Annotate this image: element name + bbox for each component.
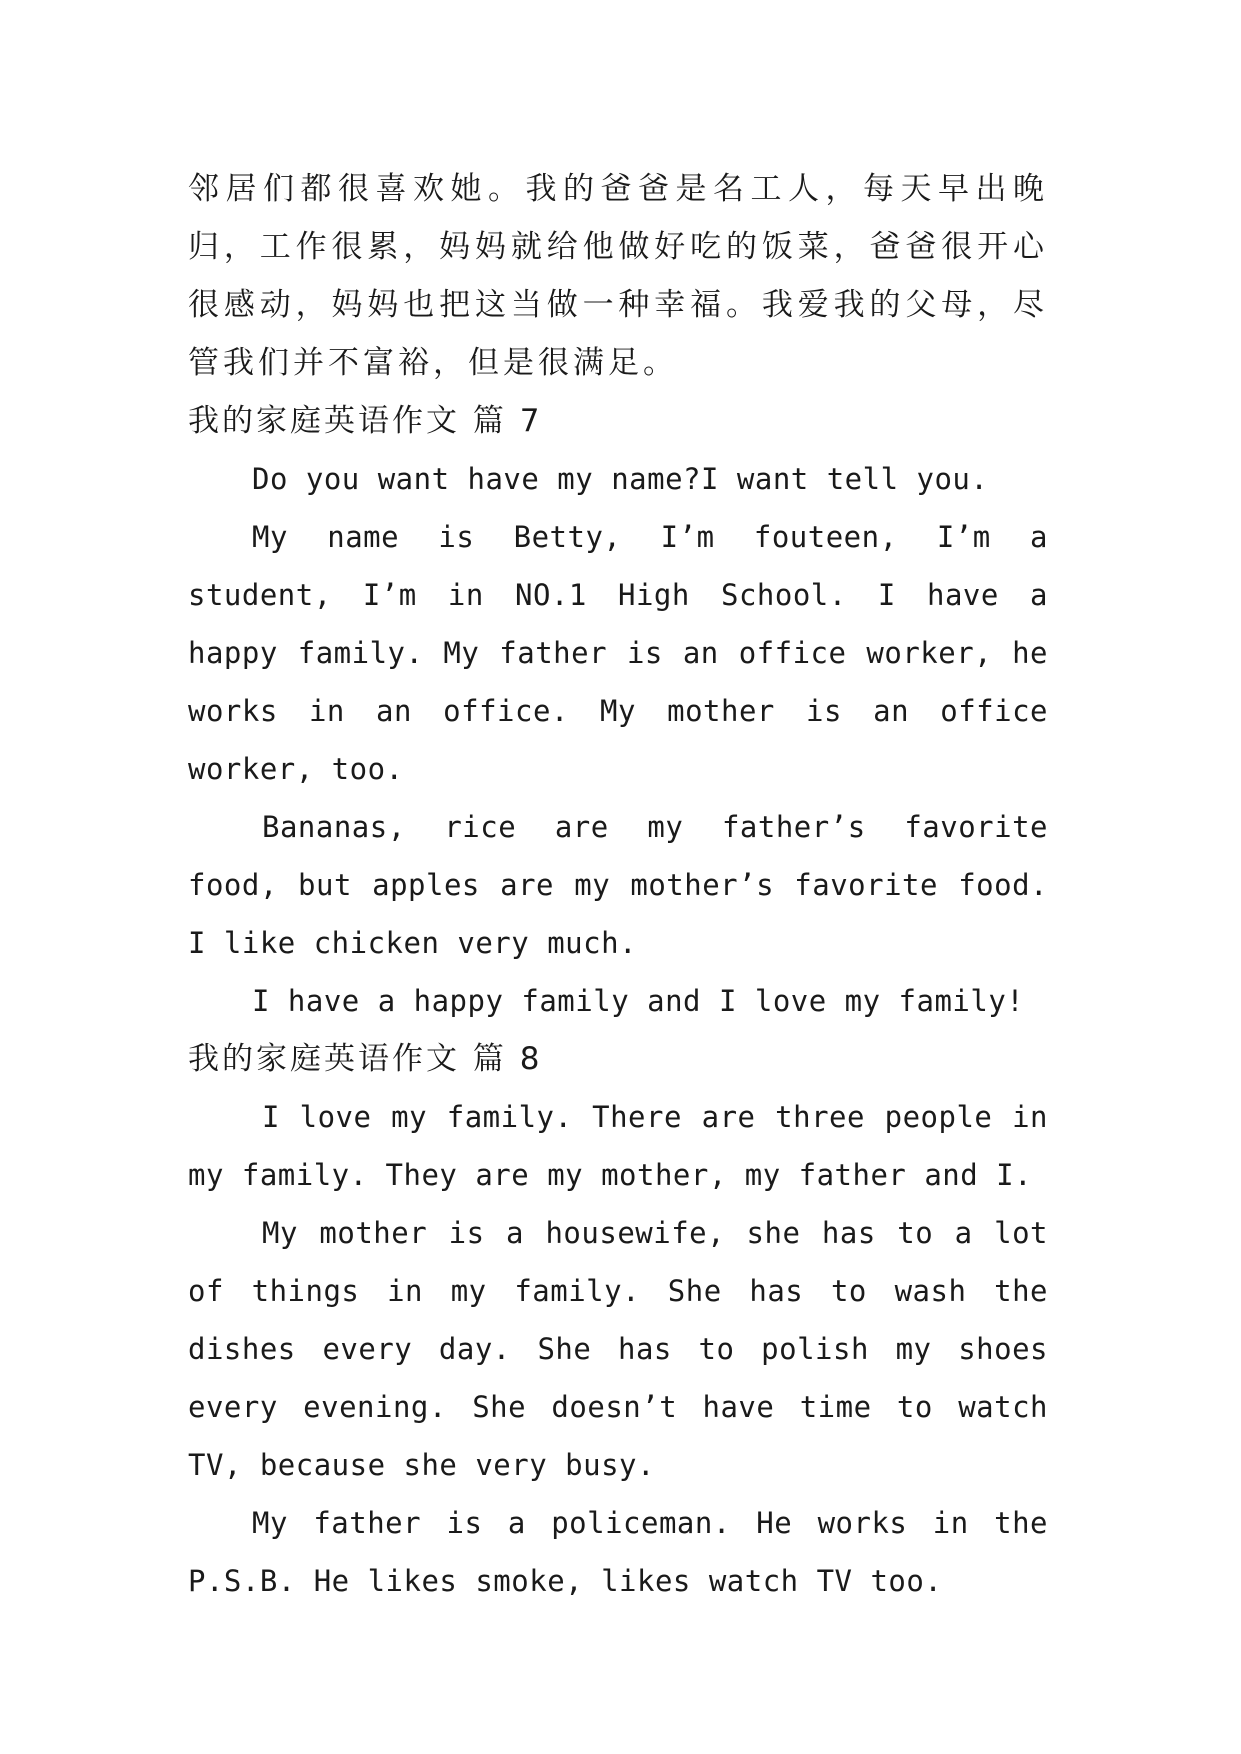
section-7-heading: 我的家庭英语作文 篇 7 xyxy=(188,403,543,439)
section-7-paragraph-1: Do you want have my name?I want tell you. xyxy=(252,462,989,496)
section-7-paragraph-2: My name is Betty, I’m fouteen, I’m a student, I’m in NO.1 High School. I have a happy family. My father is an office worker, he works in an office. My mother is an office worker, too. xyxy=(188,520,1048,786)
section-8-paragraph-2: My mother is a housewife, she has to a lot of things in my family. She has to wash the dishes every day. She has to polish my shoes every evening. She doesn’t have time to watch TV, because she very busy. xyxy=(188,1216,1048,1482)
section-8-paragraph-3: My father is a policeman. He works in the P.S.B. He likes smoke, likes watch TV too. xyxy=(188,1506,1048,1598)
document-page xyxy=(188,160,1048,1610)
section-7-paragraph-3: Bananas, rice are my father’s favorite food, but apples are my mother’s favorite food. I like chicken very much. xyxy=(188,810,1048,960)
intro-paragraph: 邻居们都很喜欢她。我的爸爸是名工人，每天早出晚归，工作很累，妈妈就给他做好吃的饭菜，爸爸很开心很感动，妈妈也把这当做一种幸福。我爱我的父母，尽管我们并不富裕，但是很满足。 xyxy=(188,171,1048,381)
section-8-paragraph-1: I love my family. There are three people in my family. They are my mother, my father and I. xyxy=(188,1100,1048,1192)
section-7-paragraph-4: I have a happy family and I love my family! xyxy=(252,984,1025,1018)
section-8-heading: 我的家庭英语作文 篇 8 xyxy=(188,1041,543,1077)
